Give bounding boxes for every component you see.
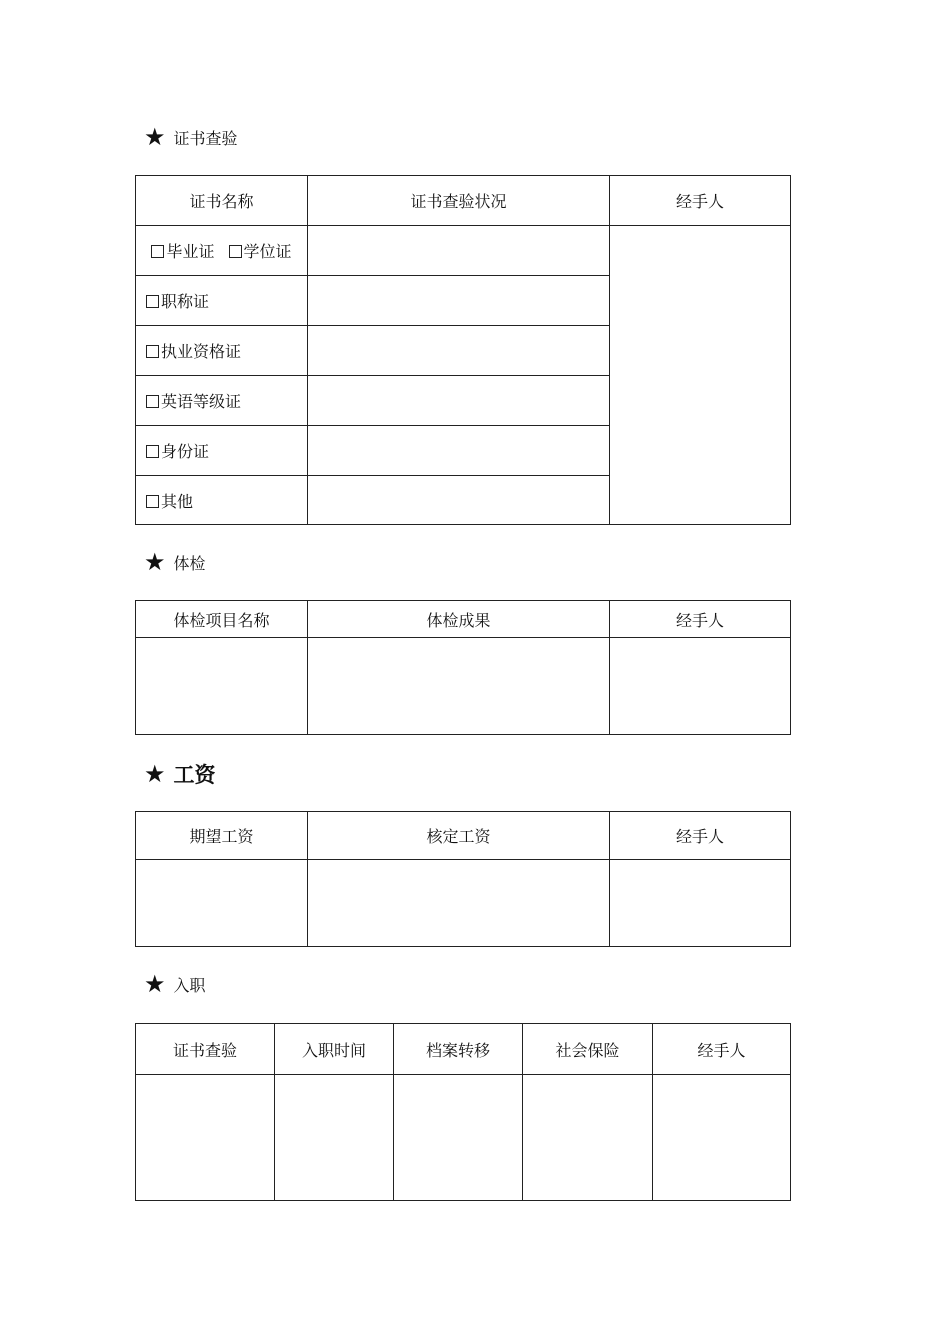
star-icon: ★ [144, 970, 166, 998]
cert-label-degree: 学位证 [243, 242, 292, 261]
salary-header-handler: 经手人 [610, 812, 791, 860]
medical-table [135, 600, 791, 735]
salary-expected-cell[interactable] [136, 860, 308, 947]
onboard-header-cert: 证书查验 [136, 1024, 275, 1075]
cert-item-english [136, 376, 308, 426]
onboard-archive-cell[interactable] [394, 1075, 523, 1201]
cert-status-cell[interactable] [308, 326, 610, 376]
star-icon: ★ [144, 123, 166, 151]
cert-status-cell[interactable] [308, 226, 610, 276]
cert-handler-cell[interactable] [610, 226, 791, 525]
salary-header-expected: 期望工资 [136, 812, 308, 860]
cert-section-heading [144, 125, 238, 149]
checkbox-icon[interactable] [229, 245, 242, 258]
onboard-handler-cell[interactable] [653, 1075, 791, 1201]
salary-section-heading [144, 759, 216, 789]
salary-header-row [136, 812, 791, 860]
cert-status-cell[interactable] [308, 276, 610, 326]
onboard-data-row [136, 1075, 791, 1201]
checkbox-icon[interactable] [151, 245, 164, 258]
salary-table [135, 811, 791, 947]
medical-data-row [136, 638, 791, 735]
medical-handler-cell[interactable] [610, 638, 791, 735]
cert-item-id [136, 426, 308, 476]
salary-header-approved: 核定工资 [308, 812, 610, 860]
onboard-header-handler: 经手人 [653, 1024, 791, 1075]
cert-label-other: 其他 [161, 491, 194, 511]
onboard-table [135, 1023, 791, 1201]
cert-header-row [136, 176, 791, 226]
onboard-header-row [136, 1024, 791, 1075]
cert-item-title [136, 276, 308, 326]
medical-item-cell[interactable] [136, 638, 308, 735]
cert-header-handler: 经手人 [610, 176, 791, 226]
cert-label-id: 身份证 [161, 442, 210, 461]
cert-row-graduation [136, 226, 791, 276]
cert-item-other [136, 476, 308, 525]
cert-label-practice: 执业资格证 [161, 342, 242, 361]
medical-result-cell[interactable] [308, 638, 610, 735]
salary-section-title: 工资 [173, 762, 216, 787]
checkbox-icon[interactable] [146, 395, 159, 408]
cert-status-cell[interactable] [308, 426, 610, 476]
medical-header-handler: 经手人 [610, 601, 791, 638]
salary-data-row [136, 860, 791, 947]
cert-header-name: 证书名称 [136, 176, 308, 226]
star-icon: ★ [144, 760, 166, 788]
medical-section-title: 体检 [173, 553, 206, 573]
cert-label-graduation: 毕业证 [166, 242, 215, 261]
cert-item-graduation-degree [136, 226, 308, 276]
onboard-section-title: 入职 [173, 975, 206, 995]
cert-label-english: 英语等级证 [161, 392, 242, 411]
checkbox-icon[interactable] [146, 345, 159, 358]
onboard-header-archive: 档案转移 [394, 1024, 523, 1075]
onboard-header-insurance: 社会保险 [523, 1024, 653, 1075]
cert-status-cell[interactable] [308, 476, 610, 525]
medical-header-item: 体检项目名称 [136, 601, 308, 638]
salary-handler-cell[interactable] [610, 860, 791, 947]
onboard-date-cell[interactable] [275, 1075, 394, 1201]
checkbox-icon[interactable] [146, 495, 159, 508]
medical-header-row [136, 601, 791, 638]
onboard-section-heading [144, 972, 206, 996]
checkbox-icon[interactable] [146, 445, 159, 458]
checkbox-icon[interactable] [146, 295, 159, 308]
onboard-cert-cell[interactable] [136, 1075, 275, 1201]
onboard-insurance-cell[interactable] [523, 1075, 653, 1201]
onboard-header-date: 入职时间 [275, 1024, 394, 1075]
cert-status-cell[interactable] [308, 376, 610, 426]
cert-table [135, 175, 791, 525]
cert-header-status: 证书查验状况 [308, 176, 610, 226]
star-icon: ★ [144, 548, 166, 576]
salary-approved-cell[interactable] [308, 860, 610, 947]
cert-section-title: 证书查验 [173, 128, 238, 148]
medical-section-heading [144, 550, 206, 574]
cert-item-practice [136, 326, 308, 376]
medical-header-result: 体检成果 [308, 601, 610, 638]
cert-label-title: 职称证 [161, 292, 210, 311]
